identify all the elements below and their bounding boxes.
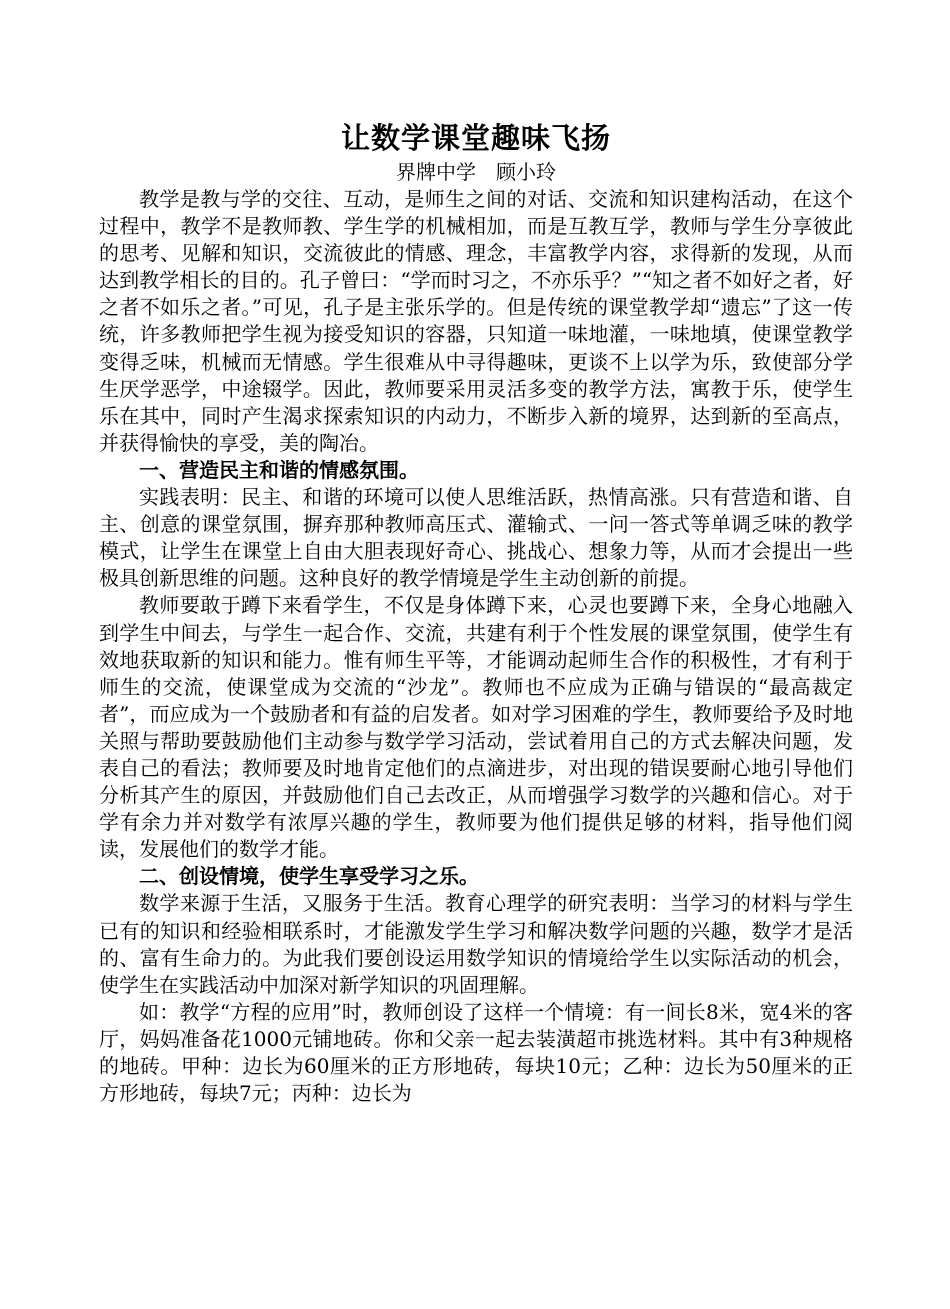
section-1-paragraph-1: 实践表明：民主、和谐的环境可以使人思维活跃，热情高涨。只有营造和谐、自主、创意的课堂氛围，摒弃那种教师高压式、灌输式、一问一答式等单调乏味的教学模式，让学生在课堂上自由大胆表现好奇心、挑战心、想象力等，从而才会提出一些极具创新思维的问题。这种良好的教学情境是学生主动创新的前提。: [99, 485, 853, 591]
document-page: [99, 118, 853, 1107]
section-2-heading: 二、创设情境，使学生享受学习之乐。: [139, 864, 479, 889]
intro-paragraph: 教学是教与学的交往、互动，是师生之间的对话、交流和知识建构活动，在这个过程中，教学不是教师教、学生学的机械相加，而是互教互学，教师与学生分享彼此的思考、见解和知识，交流彼此的情感、理念，丰富教学内容，求得新的发现，从而达到教学相长的目的。孔子曾曰：“学而时习之，不亦乐乎？”“知之者不如好之者，好之者不如乐之者。”可见，孔子是主张乐学的。但是传统的课堂教学却“遗忘”了这一传统，许多教师把学生视为接受知识的容器，只知道一味地灌，一味地填，使课堂教学变得乏味，机械而无情感。学生很难从中寻得趣味，更谈不上以学为乐，致使部分学生厌学恶学，中途辍学。因此，教师要采用灵活多变的教学方法，寓教于乐，使学生乐在其中，同时产生渴求探索知识的内动力，不断步入新的境界，达到新的至高点，并获得愉快的享受，美的陶冶。: [99, 187, 853, 455]
document-author: 界牌中学 顾小玲: [396, 160, 556, 184]
section-2-paragraph-1: 数学来源于生活，又服务于生活。教育心理学的研究表明：当学习的材料与学生已有的知识和经验相联系时，才能激发学生学习和解决数学问题的兴趣，数学才是活的、富有生命力的。为此我们要创设运用数学知识的情境给学生以实际活动的机会，使学生在实践活动中加深对新学知识的巩固理解。: [99, 891, 853, 997]
document-title: 让数学课堂趣味飞扬: [340, 121, 611, 155]
section-1-paragraph-2: 教师要敢于蹲下来看学生，不仅是身体蹲下来，心灵也要蹲下来，全身心地融入到学生中间去，与学生一起合作、交流，共建有利于个性发展的课堂氛围，使学生有效地获取新的知识和能力。惟有师生平等，才能调动起师生合作的积极性，才有利于师生的交流，使课堂成为交流的“沙龙”。教师也不应成为正确与错误的“最高裁定者”，而应成为一个鼓励者和有益的启发者。如对学习困难的学生，教师要给予及时地关照与帮助要鼓励他们主动参与数学学习活动，尝试着用自己的方式去解决问题，发表自己的看法；教师要及时地肯定他们的点滴进步，对出现的错误要耐心地引导他们分析其产生的原因，并鼓励他们自己去改正，从而增强学习数学的兴趣和信心。对于学有余力并对数学有浓厚兴趣的学生，教师要为他们提供足够的材料，指导他们阅读，发展他们的数学才能。: [99, 593, 853, 862]
section-1-heading: 一、营造民主和谐的情感氛围。: [139, 457, 419, 482]
section-2-paragraph-2: 如：教学“方程的应用”时，教师创设了这样一个情境：有一间长8米，宽4米的客厅，妈妈准备花1000元铺地砖。你和父亲一起去装潢超市挑选材料。其中有3种规格的地砖。甲种：边长为60厘米的正方形地砖，每块10元；乙种：边长为50厘米的正方形地砖，每块7元；丙种：边长为: [99, 999, 853, 1106]
